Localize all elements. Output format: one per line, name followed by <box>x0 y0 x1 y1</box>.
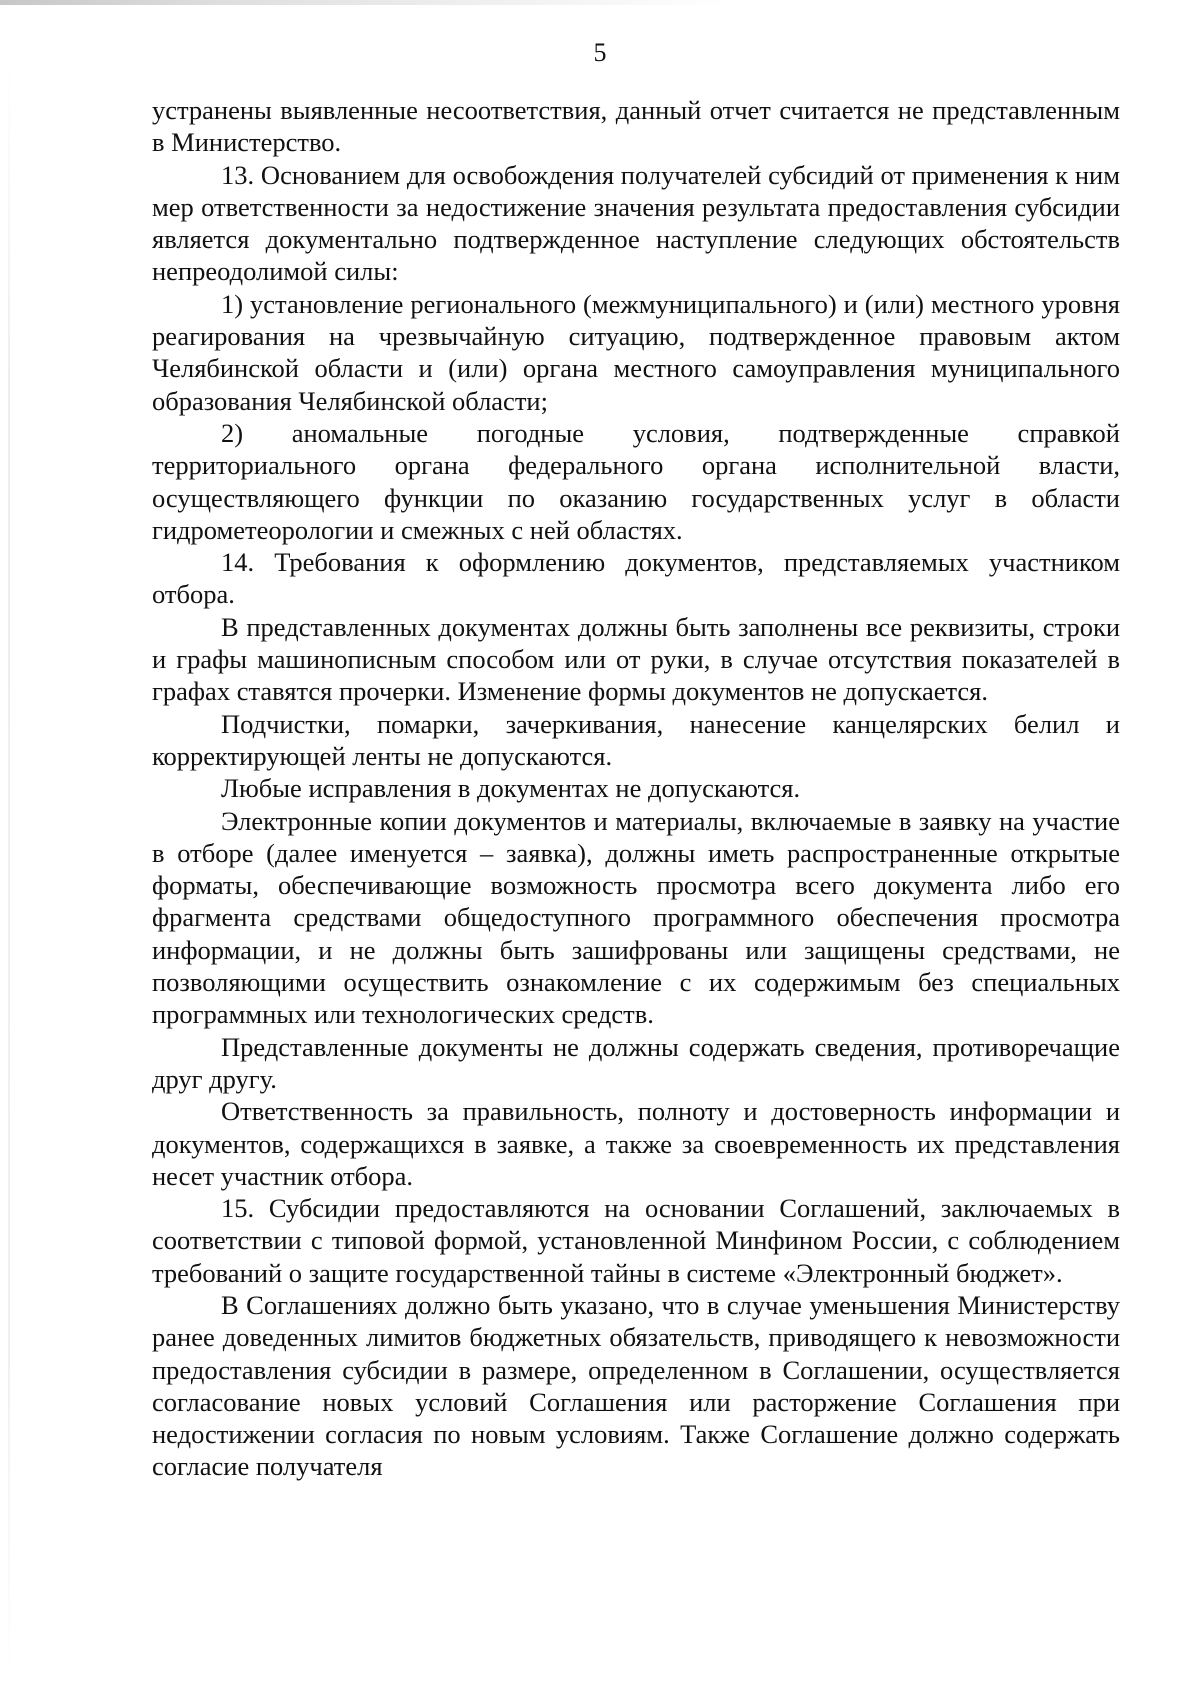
paragraph-corrections: Подчистки, помарки, зачеркивания, нанесение канцелярских белил и корректирующей ленты не допускаются. <box>152 708 1120 771</box>
document-body <box>152 94 1120 1483</box>
paragraph-item-13: 13. Основанием для освобождения получателей субсидий от применения к ним мер ответственности за недостижение значения результата предоставления субсидии является документально подтвержденное наступление следующих обстоятельств непреодолимой силы: <box>152 159 1120 287</box>
paragraph-electronic-copies: Электронные копии документов и материалы, включаемые в заявку на участие в отборе (далее именуется – заявка), должны иметь распространенные открытые форматы, обеспечивающие возможность просмотра всего документа либо его фрагмента средствами общедоступного программного обеспечения просмотра информации, и не должны быть зашифрованы или защищены средствами, не позволяющими осуществить ознакомление с их содержимым без специальных программных или технологических средств. <box>152 805 1120 1030</box>
scan-edge-artifact <box>0 0 730 5</box>
paragraph-item-14: 14. Требования к оформлению документов, представляемых участником отбора. <box>152 547 1120 610</box>
paragraph-agreements: В Соглашениях должно быть указано, что в случае уменьшения Министерству ранее доведенных лимитов бюджетных обязательств, приводящего к невозможности предоставления субсидии в размере, определенном в Соглашении, осуществляется согласование новых условий Соглашения или расторжение Соглашения при недостижении согласия по новым условиям. Также Соглашение должно содержать согласие получателя <box>152 1289 1120 1482</box>
paragraph-no-contradictions: Представленные документы не должны содержать сведения, противоречащие друг другу. <box>152 1031 1120 1094</box>
paragraph-item-15: 15. Субсидии предоставляются на основании Соглашений, заключаемых в соответствии с типовой формой, установленной Минфином России, с соблюдением требований о защите государственной тайны в системе «Электронный бюджет». <box>152 1193 1120 1288</box>
paragraph-subitem-2: 2) аномальные погодные условия, подтвержденные справкой территориального органа федерального органа исполнительной власти, осуществляющего функции по оказанию государственных услуг в области гидрометеорологии и смежных с ней областях. <box>152 417 1120 545</box>
paragraph-requisites: В представленных документах должны быть заполнены все реквизиты, строки и графы машинописным способом или от руки, в случае отсутствия показателей в графах ставятся прочерки. Изменение формы документов не допускается. <box>152 611 1120 707</box>
paragraph-continuation: устранены выявленные несоответствия, данный отчет считается не представленным в Министерство. <box>152 95 1120 158</box>
paragraph-no-fixes: Любые исправления в документах не допускаются. <box>221 773 801 804</box>
scan-margin-artifact <box>8 60 10 1680</box>
page-number: 5 <box>593 38 607 67</box>
paragraph-subitem-1: 1) установление регионального (межмуниципального) и (или) местного уровня реагирования на чрезвычайную ситуацию, подтвержденное правовым актом Челябинской области и (или) органа местного самоуправления муниципального образования Челябинской области; <box>152 288 1120 416</box>
paragraph-responsibility: Ответственность за правильность, полноту и достоверность информации и документов, содержащихся в заявке, а также за своевременность их представления несет участник отбора. <box>152 1096 1120 1191</box>
